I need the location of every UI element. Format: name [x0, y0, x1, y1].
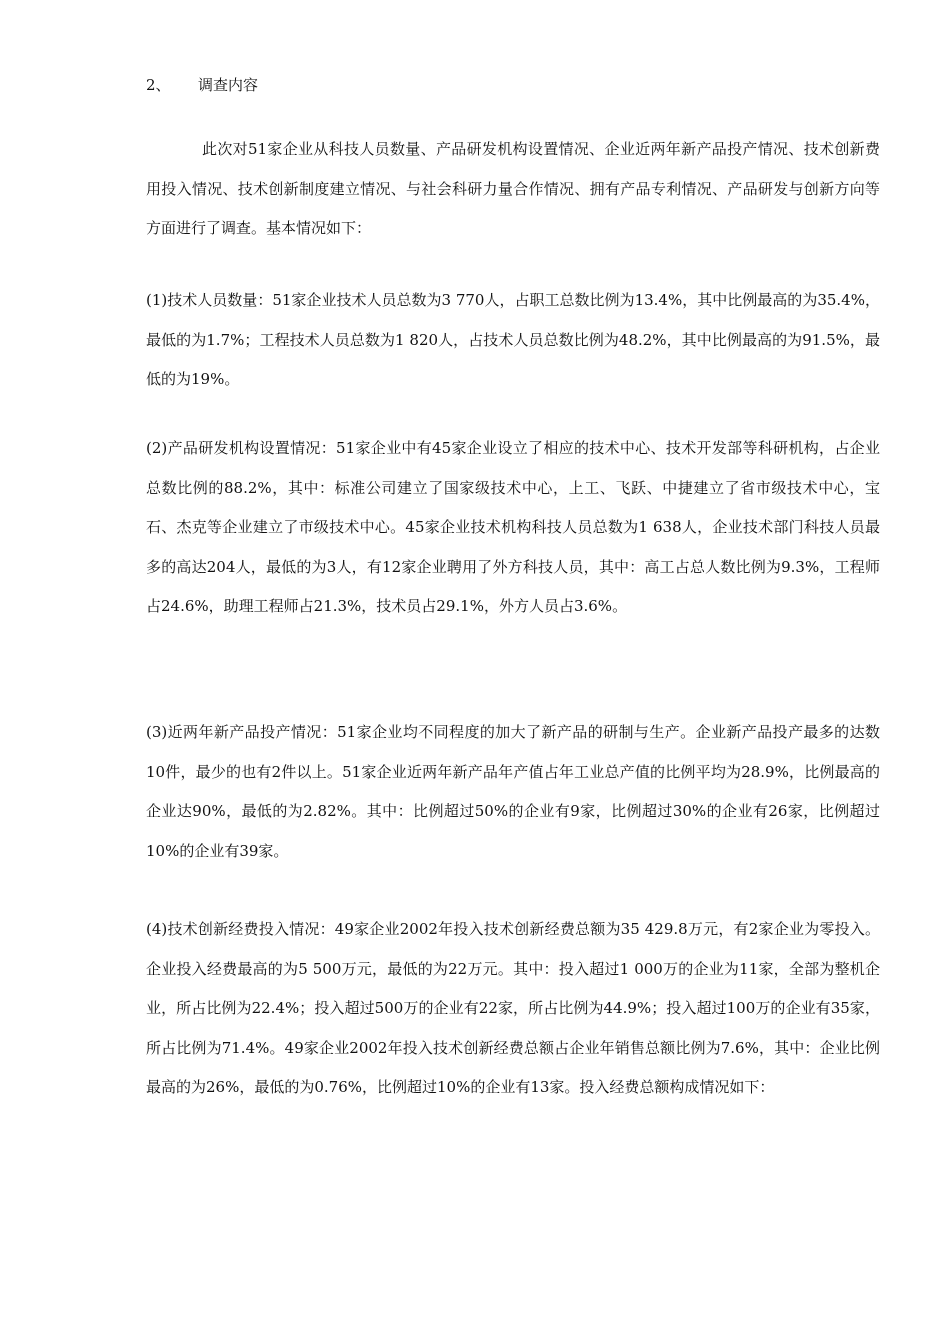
- new-products-paragraph: (3)近两年新产品投产情况：51家企业均不同程度的加大了新产品的研制与生产。企业新产品投产最多的达数10件，最少的也有2件以上。51家企业近两年新产品年产值占年工业总产值的比例平均为28.9%，比例最高的企业达90%，最低的为2.82%。其中：比例超过50%的企业有9家，比例超过30%的企业有26家，比例超过10%的企业有39家。: [146, 723, 880, 860]
- rd-institutions-paragraph: (2)产品研发机构设置情况：51家企业中有45家企业设立了相应的技术中心、技术开发部等科研机构，占企业总数比例的88.2%，其中：标准公司建立了国家级技术中心，上工、飞跃、中捷建立了省市级技术中心，宝石、杰克等企业建立了市级技术中心。45家企业技术机构科技人员总数为1 638人，企业技术部门科技人员最多的高达204人，最低的为3人，有12家企业聘用了外方科技人员，其中：高工占总人数比例为9.3%，工程师占24.6%，助理工程师占21.3%，技术员占29.1%，外方人员占3.6%。: [146, 439, 880, 615]
- section-heading: [146, 72, 258, 98]
- section-number: 2、: [146, 76, 171, 94]
- intro-paragraph: 此次对51家企业从科技人员数量、产品研发机构设置情况、企业近两年新产品投产情况、技术创新费用投入情况、技术创新制度建立情况、与社会科研力量合作情况、拥有产品专利情况、产品研发与创新方向等方面进行了调查。基本情况如下：: [146, 140, 880, 237]
- tech-staff-paragraph: (1)技术人员数量：51家企业技术人员总数为3 770人，占职工总数比例为13.4%，其中比例最高的为35.4%，最低的为1.7%；工程技术人员总数为1 820人，占技术人员总数比例为48.2%，其中比例最高的为91.5%，最低的为19%。: [146, 291, 880, 388]
- section-title: 调查内容: [198, 76, 259, 94]
- innovation-funds-paragraph: (4)技术创新经费投入情况：49家企业2002年投入技术创新经费总额为35 429.8万元，有2家企业为零投入。企业投入经费最高的为5 500万元，最低的为22万元。其中：投入超过1 000万的企业为11家，全部为整机企业，所占比例为22.4%；投入超过500万的企业有22家，所占比例为44.9%；投入超过100万的企业有35家，所占比例为71.4%。49家企业2002年投入技术创新经费总额占企业年销售总额比例为7.6%，其中：企业比例最高的为26%，最低的为0.76%，比例超过10%的企业有13家。投入经费总额构成情况如下：: [146, 920, 880, 1096]
